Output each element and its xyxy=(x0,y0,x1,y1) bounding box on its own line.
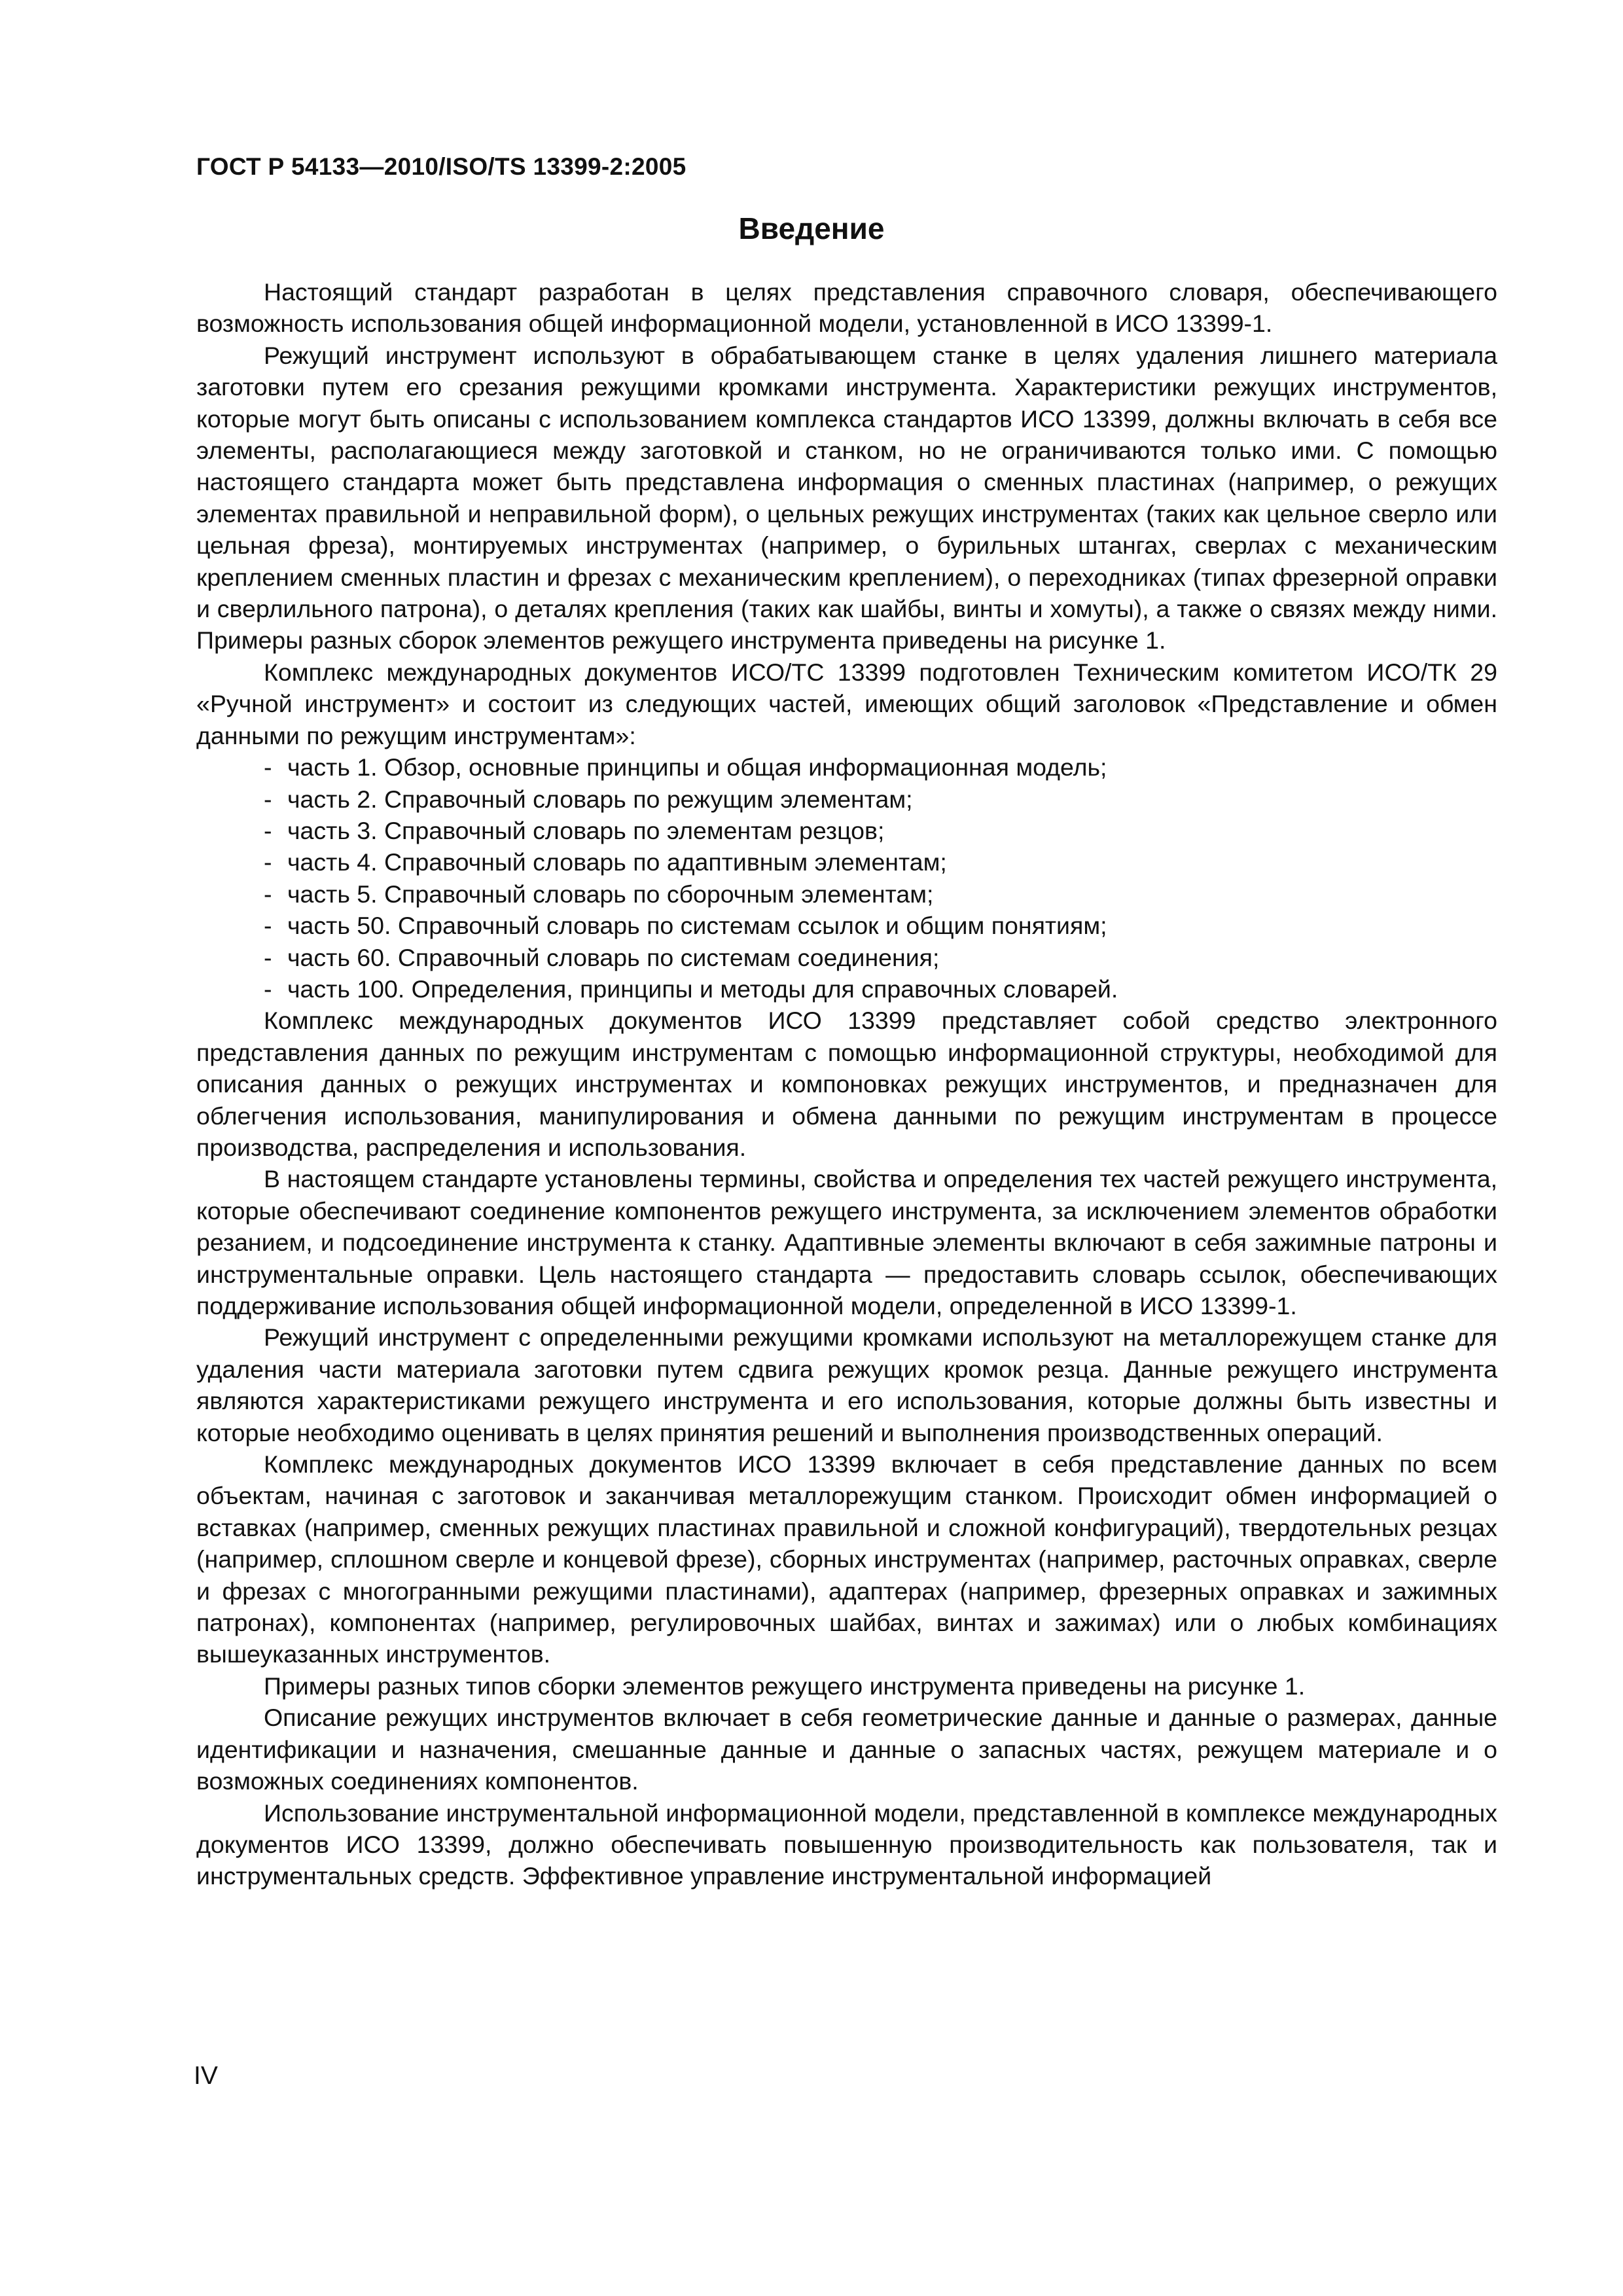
paragraph: Комплекс международных документов ИСО 13399 представляет собой средство электронного представления данных по режущим инструментам с помощью информационной структуры, необходимой для описания данных о режущих инструментах и компоновках режущих инструментов, и предназначен для облегчения использования, манипулирования и обмена данными по режущим инструментам в процессе производства, распределения и использования. xyxy=(196,1007,1497,1161)
list-item-text: часть 100. Определения, принципы и методы для справочных словарей. xyxy=(287,975,1118,1003)
paragraph: Режущий инструмент с определенными режущими кромками используют на металлорежущем станке для удаления части материала заготовки путем сдвига режущих кромок резца. Данные режущего инструмента являются характеристиками режущего инструмента и его использования, которые должны быть известны и которые необходимо оценивать в целях принятия решений и выполнения производственных операций. xyxy=(196,1323,1497,1446)
list-item-text: часть 4. Справочный словарь по адаптивным элементам; xyxy=(287,848,947,876)
list-item xyxy=(196,878,1497,910)
paragraph: Комплекс международных документов ИСО 13399 включает в себя представление данных по всем объектам, начиная с заготовок и заканчивая металлорежущим станком. Происходит обмен информацией о вставках (например, сменных режущих пластинах правильной и сложной конфигураций), твердотельных резцах (например, сплошном сверле и концевой фрезе), сборных инструментах (например, расточных оправках, сверле и фрезах с многогранными режущими пластинами), адаптерах (например, фрезерных оправках и зажимных патронах), компонентах (например, регулировочных шайбах, винтах и зажимах) или о любых комбинациях вышеуказанных инструментов. xyxy=(196,1450,1497,1668)
list-item-text: часть 2. Справочный словарь по режущим элементам; xyxy=(287,785,913,813)
paragraph: Описание режущих инструментов включает в себя геометрические данные и данные о размерах, данные идентификации и назначения, смешанные данные и данные о запасных частях, режущем материале и о возможных соединениях компонентов. xyxy=(196,1704,1497,1795)
paragraph: Примеры разных типов сборки элементов режущего инструмента приведены на рисунке 1. xyxy=(264,1672,1306,1700)
list-item xyxy=(196,910,1497,941)
paragraph: В настоящем стандарте установлены термины, свойства и определения тех частей режущего инструмента, которые обеспечивают соединение компонентов режущего инструмента, за исключением элементов обработки резанием, и подсоединение инструмента к станку. Адаптивные элементы включают в себя зажимные патроны и инструментальные оправки. Цель настоящего стандарта — предоставить словарь ссылок, обеспечивающих поддерживание использования общей информационной модели, определенной в ИСО 13399-1. xyxy=(196,1165,1497,1319)
section-title: Введение xyxy=(738,211,885,245)
list-dash: - xyxy=(264,912,272,940)
list-dash: - xyxy=(264,975,272,1003)
list-dash: - xyxy=(264,753,272,781)
standard-designation: ГОСТ Р 54133—2010/ISO/TS 13399-2:2005 xyxy=(196,153,687,180)
list-item xyxy=(196,973,1497,1005)
list-dash: - xyxy=(264,943,272,971)
list-dash: - xyxy=(264,880,272,908)
list-item xyxy=(196,942,1497,973)
list-dash: - xyxy=(264,848,272,876)
list-dash: - xyxy=(264,785,272,813)
paragraph: Настоящий стандарт разработан в целях представления справочного словаря, обеспечивающего возможность использования общей информационной модели, установленной в ИСО 13399-1. xyxy=(196,278,1497,338)
paragraph: Комплекс международных документов ИСО/ТС 13399 подготовлен Техническим комитетом ИСО/ТК 29 «Ручной инструмент» и состоит из следующих частей, имеющих общий заголовок «Представление и обмен данными по режущим инструментам»: xyxy=(196,658,1497,749)
list-item-text: часть 50. Справочный словарь по системам ссылок и общим понятиям; xyxy=(287,912,1107,940)
list-item xyxy=(196,815,1497,846)
list-item-text: часть 3. Справочный словарь по элементам резцов; xyxy=(287,816,885,844)
page-number: IV xyxy=(194,2062,218,2090)
list-item-text: часть 5. Справочный словарь по сборочным элементам; xyxy=(287,880,934,908)
body-text xyxy=(196,276,1497,1892)
paragraph: Использование инструментальной информационной модели, представленной в комплексе международных документов ИСО 13399, должно обеспечивать повышенную производительность как пользователя, так и инструментальных средств. Эффективное управление инструментальной информацией xyxy=(196,1799,1497,1890)
list-item-text: часть 1. Обзор, основные принципы и общая информационная модель; xyxy=(287,753,1107,781)
parts-list xyxy=(196,751,1497,1005)
paragraph: Режущий инструмент используют в обрабатывающем станке в целях удаления лишнего материала заготовки путем его срезания режущими кромками инструмента. Характеристики режущих инструментов, которые могут быть описаны с использованием комплекса стандартов ИСО 13399, должны включать в себя все элементы, располагающиеся между заготовкой и станком, но не ограничиваются только ими. С помощью настоящего стандарта может быть представлена информация о сменных пластинах (например, о режущих элементах правильной и неправильной форм), о цельных режущих инструментах (таких как цельное сверло или цельная фреза), монтируемых инструментах (например, о бурильных штангах, сверлах с механическим креплением сменных пластин и фрезах с механическим креплением), о переходниках (типах фрезерной оправки и сверлильного патрона), о деталях крепления (таких как шайбы, винты и хомуты), а также о связях между ними. Примеры разных сборок элементов режущего инструмента приведены на рисунке 1. xyxy=(196,341,1497,655)
list-dash: - xyxy=(264,816,272,844)
list-item xyxy=(196,751,1497,783)
list-item-text: часть 60. Справочный словарь по системам соединения; xyxy=(287,943,940,971)
list-item xyxy=(196,846,1497,878)
list-item xyxy=(196,783,1497,815)
